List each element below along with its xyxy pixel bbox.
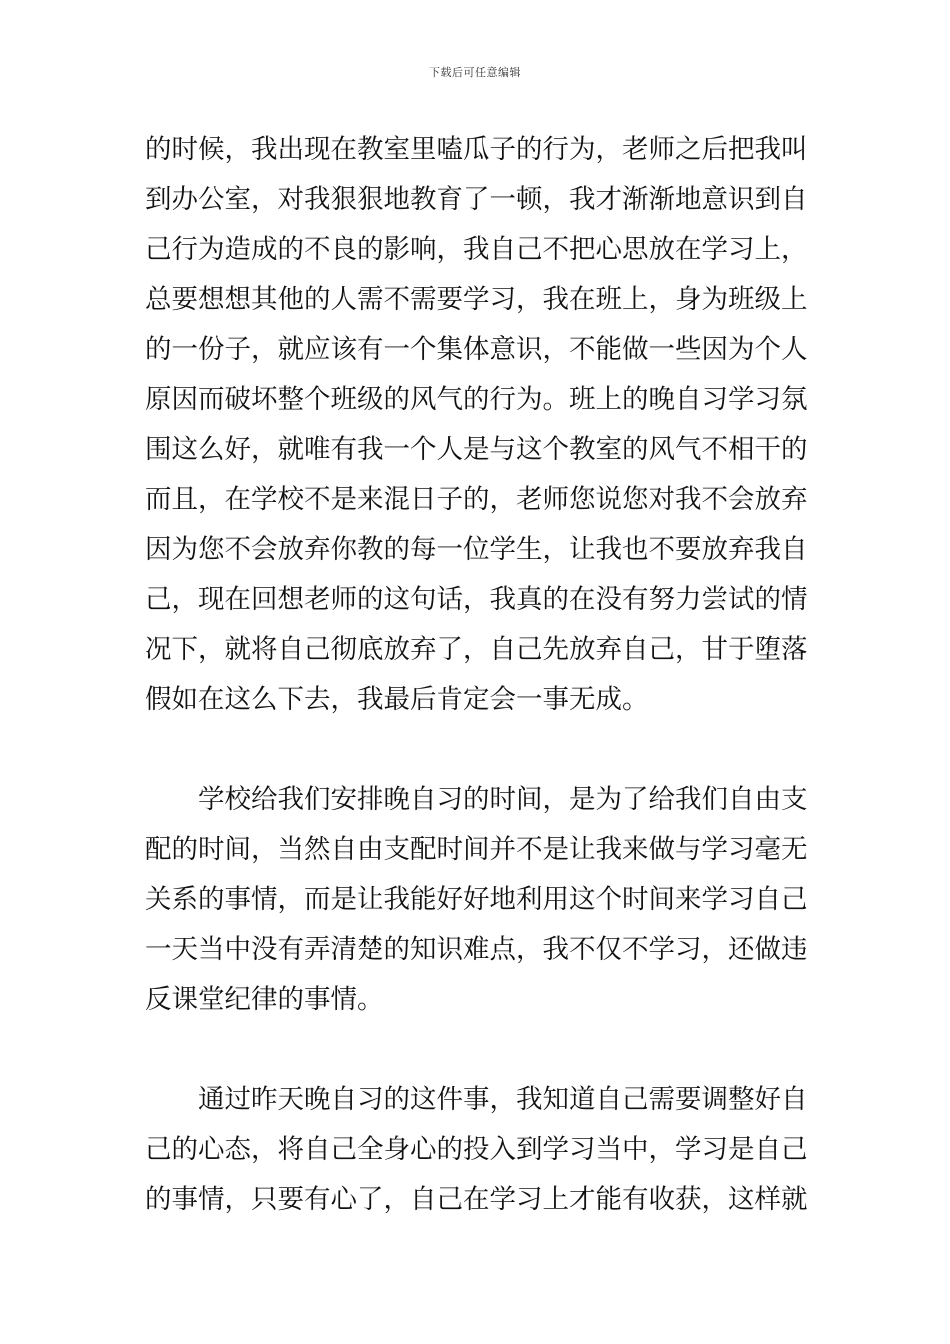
- text-line: 己行为造成的不良的影响，我自己不把心思放在学习上，: [145, 234, 808, 265]
- text-line: 的时候，我出现在教室里嗑瓜子的行为，老师之后把我叫: [145, 134, 808, 165]
- text-line: 而且，在学校不是来混日子的，老师您说您对我不会放弃: [145, 484, 808, 515]
- text-line: 因为您不会放弃你教的每一位学生，让我也不要放弃我自: [145, 534, 808, 565]
- text-line: 学校给我们安排晚自习的时间，是为了给我们自由支: [145, 784, 808, 815]
- text-line: 到办公室，对我狠狠地教育了一顿，我才渐渐地意识到自: [145, 184, 808, 215]
- paragraph-2: [145, 775, 807, 1025]
- text-line: 反课堂纪律的事情。: [145, 984, 384, 1015]
- text-line: 总要想想其他的人需不需要学习，我在班上，身为班级上: [145, 284, 808, 315]
- paragraph-1: [145, 125, 807, 725]
- text-line: 围这么好，就唯有我一个人是与这个教室的风气不相干的: [145, 434, 808, 465]
- text-line: 假如在这么下去，我最后肯定会一事无成。: [145, 684, 649, 715]
- text-line: 况下，就将自己彻底放弃了，自己先放弃自己，甘于堕落: [145, 634, 808, 665]
- text-line: 一天当中没有弄清楚的知识难点，我不仅不学习，还做违: [145, 934, 808, 965]
- page-header: 下载后可任意编辑: [429, 66, 521, 79]
- text-line: 原因而破坏整个班级的风气的行为。班上的晚自习学习氛: [145, 384, 808, 415]
- text-line: 的事情，只要有心了，自己在学习上才能有收获，这样就: [145, 1184, 808, 1215]
- text-line: 配的时间，当然自由支配时间并不是让我来做与学习毫无: [145, 834, 808, 865]
- text-line: 的一份子，就应该有一个集体意识，不能做一些因为个人: [145, 334, 808, 365]
- text-line: 己的心态，将自己全身心的投入到学习当中，学习是自己: [145, 1134, 808, 1165]
- text-line: 己，现在回想老师的这句话，我真的在没有努力尝试的情: [145, 584, 808, 615]
- text-line: 通过昨天晚自习的这件事，我知道自己需要调整好自: [145, 1084, 808, 1115]
- text-line: 关系的事情，而是让我能好好地利用这个时间来学习自己: [145, 884, 808, 915]
- paragraph-3: [145, 1075, 807, 1225]
